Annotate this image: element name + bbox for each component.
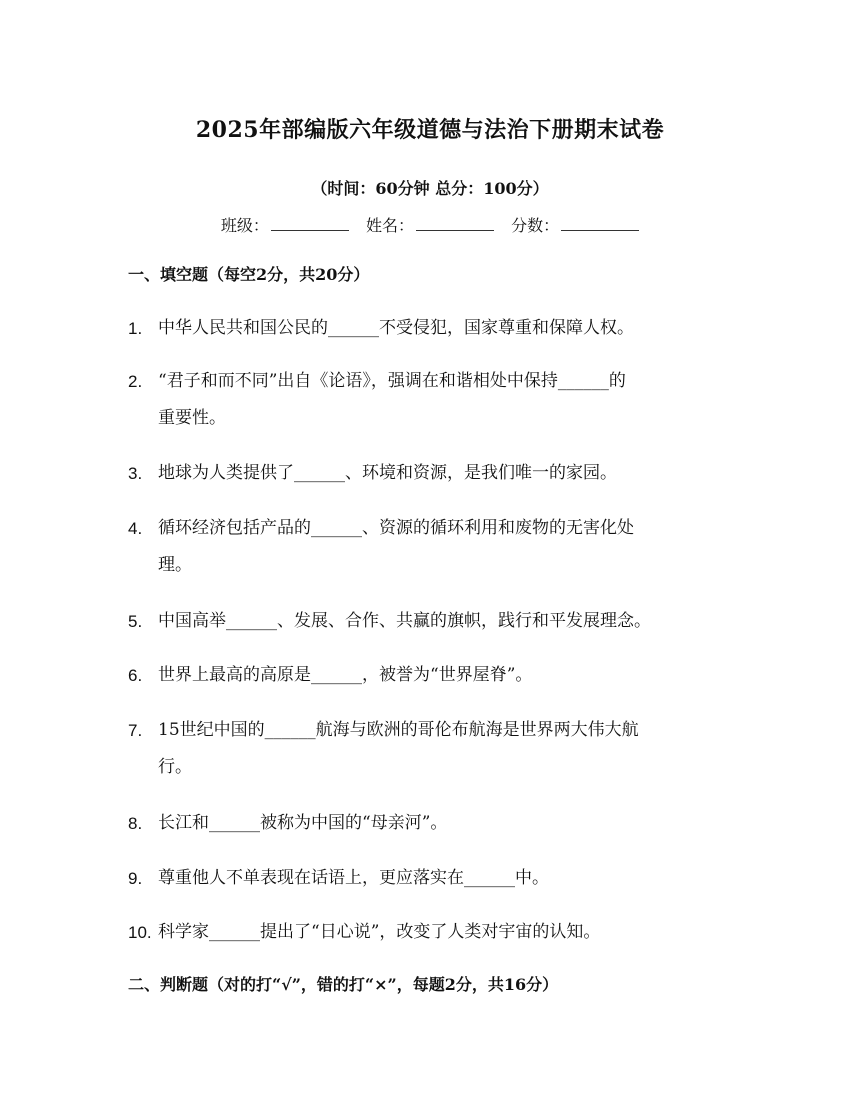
question-number: 4. (128, 519, 143, 538)
question-text: 长江和______被称为中国的“母亲河”。 (158, 813, 448, 833)
question-item (128, 603, 728, 640)
exam-title: 2025年部编版六年级道德与法治下册期末试卷 (195, 117, 665, 143)
class-label: 班级： (220, 216, 269, 235)
question-item (128, 860, 728, 897)
question-text: 15世纪中国的______航海与欧洲的哥伦布航海是世界两大伟大航 (158, 720, 639, 740)
class-field (221, 216, 354, 235)
question-item (128, 712, 728, 786)
question-item (128, 805, 728, 842)
student-info-line (0, 213, 860, 236)
score-blank (561, 216, 639, 231)
class-blank (271, 216, 349, 231)
name-field (366, 216, 499, 235)
score-label: 分数： (511, 216, 560, 235)
name-label: 姓名： (365, 216, 414, 235)
name-blank (416, 216, 494, 231)
question-number: 10. (128, 923, 152, 942)
question-text: 科学家______提出了“日心说”，改变了人类对宇宙的认知。 (158, 922, 601, 942)
score-field (511, 216, 639, 235)
question-text: 世界上最高的高原是______，被誉为“世界屋脊”。 (158, 665, 533, 685)
question-item (128, 510, 728, 584)
question-text: “君子和而不同”出自《论语》，强调在和谐相处中保持______的 (158, 371, 626, 391)
question-text-continued: 理。 (158, 555, 192, 575)
question-text-continued: 重要性。 (158, 408, 226, 428)
question-number: 6. (128, 666, 143, 685)
question-text: 循环经济包括产品的______、资源的循环利用和废物的无害化处 (158, 518, 634, 538)
section-fill-blank-title: 一、填空题（每空2分，共20分） (128, 265, 370, 284)
question-number: 7. (128, 721, 143, 740)
question-item (128, 363, 728, 437)
question-number: 2. (128, 372, 143, 391)
question-text-continued: 行。 (158, 757, 192, 777)
section-true-false-title: 二、判断题（对的打“√”，错的打“×”，每题2分，共16分） (128, 975, 559, 994)
exam-subtitle: （时间：60分钟 总分：100分） (311, 179, 549, 198)
question-text: 地球为人类提供了______、环境和资源，是我们唯一的家园。 (158, 463, 617, 483)
question-number: 3. (128, 464, 143, 483)
question-number: 1. (128, 319, 143, 338)
question-number: 5. (128, 612, 143, 631)
question-number: 9. (128, 869, 143, 888)
question-item (128, 657, 728, 694)
question-item (128, 455, 728, 492)
question-text: 尊重他人不单表现在话语上，更应落实在______中。 (158, 868, 549, 888)
question-text: 中华人民共和国公民的______不受侵犯，国家尊重和保障人权。 (158, 318, 634, 338)
question-number: 8. (128, 814, 143, 833)
question-item (128, 310, 728, 347)
question-item (128, 914, 728, 951)
question-text: 中国高举______、发展、合作、共赢的旗帜，践行和平发展理念。 (158, 611, 651, 631)
